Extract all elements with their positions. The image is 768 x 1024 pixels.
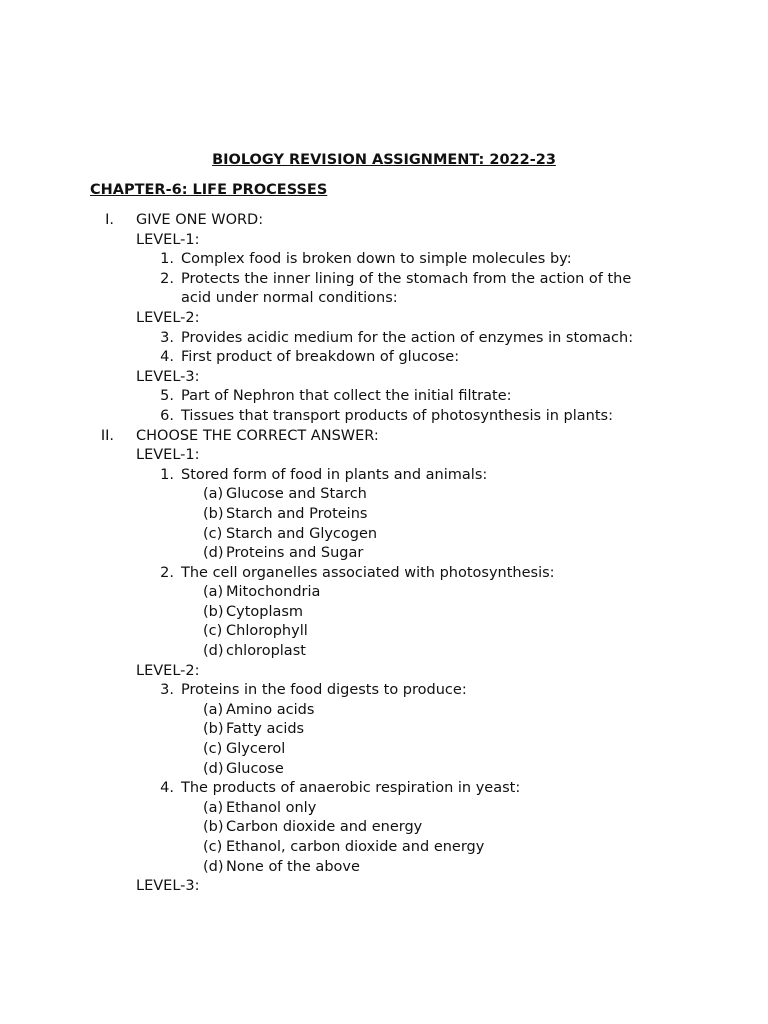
question-item [0,348,768,368]
question-number: 2. [160,270,174,287]
option-item: (a) Ethanol only [203,799,317,816]
question-text: The cell organelles associated with photosynthesis: [181,564,555,581]
assignment-content [0,211,768,897]
question-number: 6. [160,407,174,424]
question-item [0,681,768,701]
option-item: (a) Amino acids [203,701,315,718]
option-item: (b) Carbon dioxide and energy [203,819,423,836]
question-item [0,779,768,799]
option-item: (b) Starch and Proteins [203,505,368,522]
option-item: (d) Proteins and Sugar [203,545,364,562]
question-text: Proteins in the food digests to produce: [181,682,467,699]
section-heading [0,427,768,447]
question-number: 1. [160,251,174,268]
question-text: Protects the inner lining of the stomach from the action of the acid under normal conditions: [181,270,632,307]
level-heading: LEVEL-3: [136,368,200,385]
option-item: (d) Glucose [203,760,284,777]
option-item: (c) Ethanol, carbon dioxide and energy [203,839,485,855]
question-text: Part of Nephron that collect the initial filtrate: [181,388,512,405]
chapter-heading: CHAPTER-6: LIFE PROCESSES [90,182,328,198]
section-heading [0,211,768,231]
question-number: 3. [160,329,174,346]
question-item [0,564,768,584]
section-number: II. [100,427,114,444]
option-item: (d) chloroplast [203,643,306,660]
question-text: The products of anaerobic respiration in yeast: [181,780,521,797]
question-item [0,329,768,349]
option-item: (b) Cytoplasm [203,603,304,620]
section-title: CHOOSE THE CORRECT ANSWER: [136,427,379,444]
question-item [0,250,768,270]
level-heading: LEVEL-2: [136,662,200,679]
option-item: (d) None of the above [203,858,360,875]
document-title: BIOLOGY REVISION ASSIGNMENT: 2022-23 [212,152,556,168]
question-item [0,387,768,407]
option-item: (a) Glucose and Starch [203,486,367,503]
question-item [0,466,768,486]
question-number: 5. [160,388,174,405]
option-item: (c) Starch and Glycogen [203,525,378,542]
option-item: (b) Fatty acids [203,721,305,738]
question-text: Complex food is broken down to simple molecules by: [181,251,572,268]
question-text: Stored form of food in plants and animals: [181,466,488,483]
option-item: (c) Glycerol [203,741,286,758]
question-number: 3. [160,682,174,699]
question-text: Provides acidic medium for the action of enzymes in stomach: [181,329,634,346]
question-item [0,407,768,427]
option-item: (c) Chlorophyll [203,623,308,640]
question-number: 4. [160,349,174,366]
question-item [0,270,768,309]
level-heading: LEVEL-1: [136,231,200,248]
section-title: GIVE ONE WORD: [136,212,264,228]
question-number: 2. [160,564,174,581]
section-number: I. [105,212,114,228]
question-text: Tissues that transport products of photosynthesis in plants: [181,407,613,424]
question-text: First product of breakdown of glucose: [181,349,460,366]
question-number: 4. [160,780,174,797]
level-heading: LEVEL-3: [136,878,200,895]
option-item: (a) Mitochondria [203,584,321,601]
question-number: 1. [160,466,174,483]
level-heading: LEVEL-2: [136,309,200,326]
level-heading: LEVEL-1: [136,447,200,464]
